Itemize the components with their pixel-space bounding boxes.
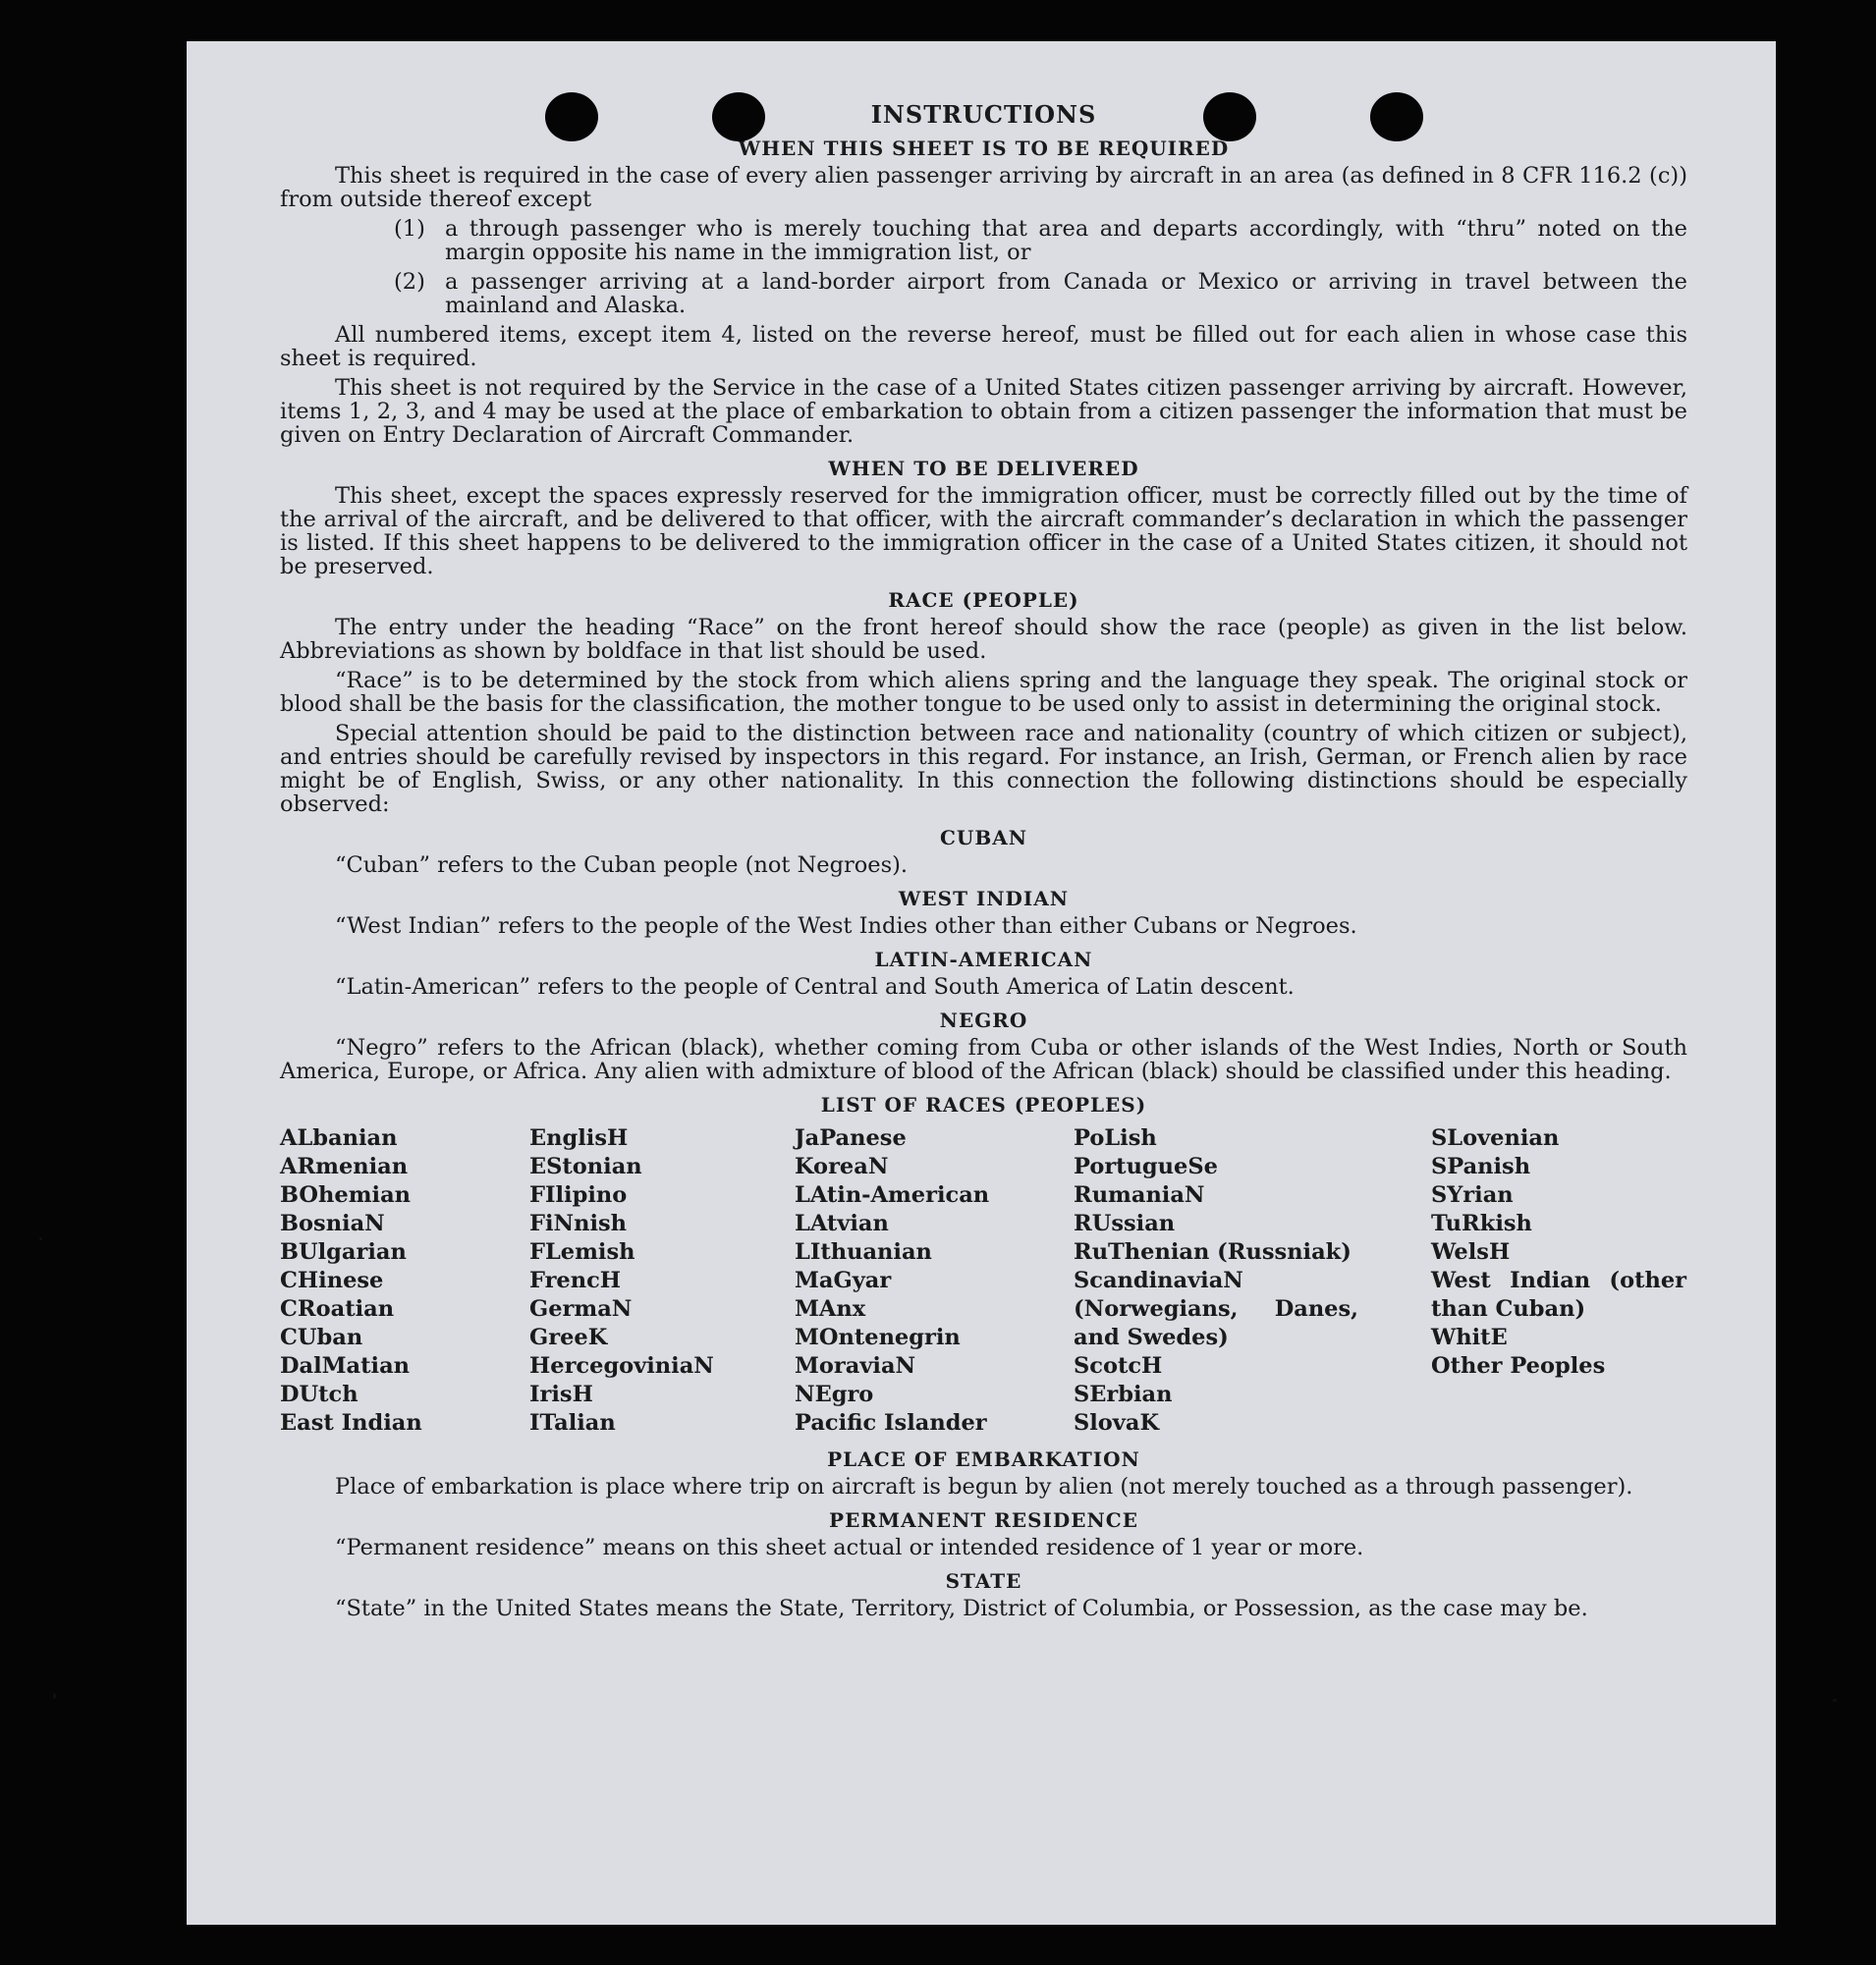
paragraph: “Permanent residence” means on this sheet actual or intended residence of 1 year or more. bbox=[335, 1535, 1364, 1560]
paragraph: All numbered items, except item 4, listed on the reverse hereof, must be filled out for each alien in whose case this sheet is required. bbox=[280, 322, 1687, 371]
instruction-sheet bbox=[187, 41, 1776, 1925]
paragraph: “Latin-American” refers to the people of Central and South America of Latin descent. bbox=[335, 974, 1295, 1000]
race-entry: SErbian bbox=[1074, 1382, 1173, 1407]
race-entry: NEgro bbox=[795, 1382, 874, 1407]
race-entry: HercegoviniaN bbox=[529, 1353, 714, 1379]
race-entry: WelsH bbox=[1431, 1239, 1511, 1265]
race-entry: West Indian (other than Cuban) bbox=[1431, 1268, 1686, 1322]
race-entry: Other Peoples bbox=[1431, 1353, 1606, 1379]
race-entry: FrencH bbox=[529, 1268, 622, 1293]
race-entry: SPanish bbox=[1431, 1154, 1531, 1179]
race-entry: FIlipino bbox=[529, 1182, 628, 1208]
page-title: INSTRUCTIONS bbox=[870, 100, 1097, 129]
paragraph: “Race” is to be determined by the stock from which aliens spring and the language they speak. The original stock or blood shall be the basis for the classification, the mother tongue to be used only to assist in determining the original stock. bbox=[280, 668, 1687, 717]
races-column-2 bbox=[529, 1124, 795, 1438]
section-heading-list-of-races: LIST OF RACES (PEOPLES) bbox=[820, 1093, 1147, 1117]
paragraph: “State” in the United States means the State, Territory, District of Columbia, or Possession, as the case may be. bbox=[335, 1596, 1588, 1621]
race-entry: DalMatian bbox=[280, 1353, 411, 1379]
section-heading-when-delivered: WHEN TO BE DELIVERED bbox=[828, 457, 1139, 480]
item-text: a through passenger who is merely touching that area and departs accordingly, with “thru” noted on the margin opposite his name in the immigration list, or bbox=[445, 216, 1687, 265]
race-entry: LAtin-American bbox=[795, 1182, 990, 1208]
race-entry: EnglisH bbox=[529, 1125, 629, 1151]
punch-hole bbox=[1203, 92, 1256, 141]
paragraph: “Negro” refers to the African (black), whether coming from Cuba or other islands of the West Indies, North or South America, Europe, or Africa. Any alien with admixture of blood of the African (black) should be classified under this heading. bbox=[280, 1035, 1687, 1084]
scan-speck bbox=[39, 1237, 42, 1240]
race-entry: MaGyar bbox=[795, 1268, 892, 1293]
race-entry: RUssian bbox=[1074, 1211, 1176, 1236]
paragraph: This sheet, except the spaces expressly reserved for the immigration officer, must be correctly filled out by the time of the arrival of the aircraft, and be delivered to that officer, with the aircraft commander’s declaration in which the passenger is listed. If this sheet happens to be delivered to the immigration officer in the case of a United States citizen, it should not be preserved. bbox=[280, 483, 1687, 579]
race-entry: ALbanian bbox=[280, 1125, 398, 1151]
scan-speck bbox=[53, 1693, 56, 1699]
races-column-3 bbox=[795, 1124, 1074, 1438]
item-number: (1) bbox=[394, 216, 425, 242]
item-number: (2) bbox=[394, 269, 425, 295]
race-entry: ScotcH bbox=[1074, 1353, 1163, 1379]
race-entry: MOntenegrin bbox=[795, 1325, 961, 1350]
race-entry: TuRkish bbox=[1431, 1211, 1532, 1236]
race-entry: RuThenian (Russniak) bbox=[1074, 1239, 1352, 1265]
race-entry: ARmenian bbox=[280, 1154, 409, 1179]
race-entry: FiNnish bbox=[529, 1211, 628, 1236]
race-entry: CRoatian bbox=[280, 1296, 395, 1322]
race-entry: GermaN bbox=[529, 1296, 633, 1322]
race-entry: JaPanese bbox=[795, 1125, 907, 1151]
punch-hole bbox=[545, 92, 598, 141]
race-entry: MAnx bbox=[795, 1296, 866, 1322]
section-heading-latin-american: LATIN-AMERICAN bbox=[874, 948, 1093, 971]
race-entry: PortugueSe bbox=[1074, 1154, 1218, 1179]
race-entry: GreeK bbox=[529, 1325, 608, 1350]
section-heading-negro: NEGRO bbox=[939, 1009, 1028, 1032]
races-column-1 bbox=[280, 1124, 529, 1438]
list-item bbox=[394, 217, 1687, 264]
section-heading-embarkation: PLACE OF EMBARKATION bbox=[827, 1447, 1140, 1471]
paragraph: “West Indian” refers to the people of the West Indies other than either Cubans or Negroes. bbox=[335, 913, 1357, 939]
punch-hole bbox=[1370, 92, 1423, 141]
race-entry: WhitE bbox=[1431, 1325, 1508, 1350]
section-heading-race: RACE (PEOPLE) bbox=[888, 588, 1079, 612]
races-column-5 bbox=[1431, 1124, 1686, 1438]
race-entry: LAtvian bbox=[795, 1211, 889, 1236]
race-entry: SlovaK bbox=[1074, 1410, 1160, 1436]
race-entry: SLovenian bbox=[1431, 1125, 1560, 1151]
race-entry: LIthuanian bbox=[795, 1239, 932, 1265]
list-item bbox=[394, 270, 1687, 317]
race-entry: Pacific Islander bbox=[795, 1410, 987, 1436]
race-entry: KoreaN bbox=[795, 1154, 889, 1179]
paragraph: This sheet is required in the case of every alien passenger arriving by aircraft in an area (as defined in 8 CFR 116.2 (c)) from outside thereof except bbox=[280, 163, 1687, 212]
race-entry: FLemish bbox=[529, 1239, 635, 1265]
races-list bbox=[280, 1124, 1687, 1438]
race-entry: DUtch bbox=[280, 1382, 359, 1407]
race-entry: CUban bbox=[280, 1325, 363, 1350]
race-entry: EStonian bbox=[529, 1154, 642, 1179]
section-heading-state: STATE bbox=[945, 1569, 1022, 1593]
race-entry: PoLish bbox=[1074, 1125, 1157, 1151]
race-entry: RumaniaN bbox=[1074, 1182, 1205, 1208]
race-entry: BOhemian bbox=[280, 1182, 412, 1208]
race-entry: ScandinaviaN (Norwegians, Danes, and Swedes) bbox=[1074, 1268, 1358, 1350]
punch-hole bbox=[712, 92, 765, 141]
race-entry: IrisH bbox=[529, 1382, 593, 1407]
race-entry: SYrian bbox=[1431, 1182, 1514, 1208]
race-entry: BosniaN bbox=[280, 1211, 385, 1236]
race-entry: ITalian bbox=[529, 1410, 616, 1436]
race-entry: MoraviaN bbox=[795, 1353, 916, 1379]
item-text: a passenger arriving at a land-border airport from Canada or Mexico or arriving in travel between the mainland and Alaska. bbox=[445, 269, 1687, 318]
paragraph: This sheet is not required by the Service in the case of a United States citizen passenger arriving by aircraft. However, items 1, 2, 3, and 4 may be used at the place of embarkation to obtain from a citizen passenger the information that must be given on Entry Declaration of Aircraft Commander. bbox=[280, 375, 1687, 448]
section-heading-west-indian: WEST INDIAN bbox=[898, 887, 1070, 910]
race-entry: CHinese bbox=[280, 1268, 384, 1293]
section-heading-when-required: WHEN THIS SHEET IS TO BE REQUIRED bbox=[738, 136, 1230, 160]
scan-speck bbox=[1833, 1699, 1837, 1702]
paragraph: The entry under the heading “Race” on the front hereof should show the race (people) as given in the list below. Abbreviations as shown by boldface in that list should be used. bbox=[280, 615, 1687, 664]
paragraph: “Cuban” refers to the Cuban people (not Negroes). bbox=[335, 852, 909, 878]
paragraph: Special attention should be paid to the distinction between race and nationality (country of which citizen or subject), and entries should be carefully revised by inspectors in this regard. For instance, an Irish, German, or French alien by race might be of English, Swiss, or any other nationality. In this connection the following distinctions should be especially observed: bbox=[280, 721, 1687, 817]
section-heading-permanent-residence: PERMANENT RESIDENCE bbox=[829, 1508, 1138, 1532]
race-entry: East Indian bbox=[280, 1410, 422, 1436]
races-column-4 bbox=[1074, 1124, 1358, 1438]
race-entry: BUlgarian bbox=[280, 1239, 407, 1265]
section-heading-cuban: CUBAN bbox=[939, 826, 1028, 849]
paragraph: Place of embarkation is place where trip on aircraft is begun by alien (not merely touched as a through passenger). bbox=[335, 1474, 1633, 1500]
